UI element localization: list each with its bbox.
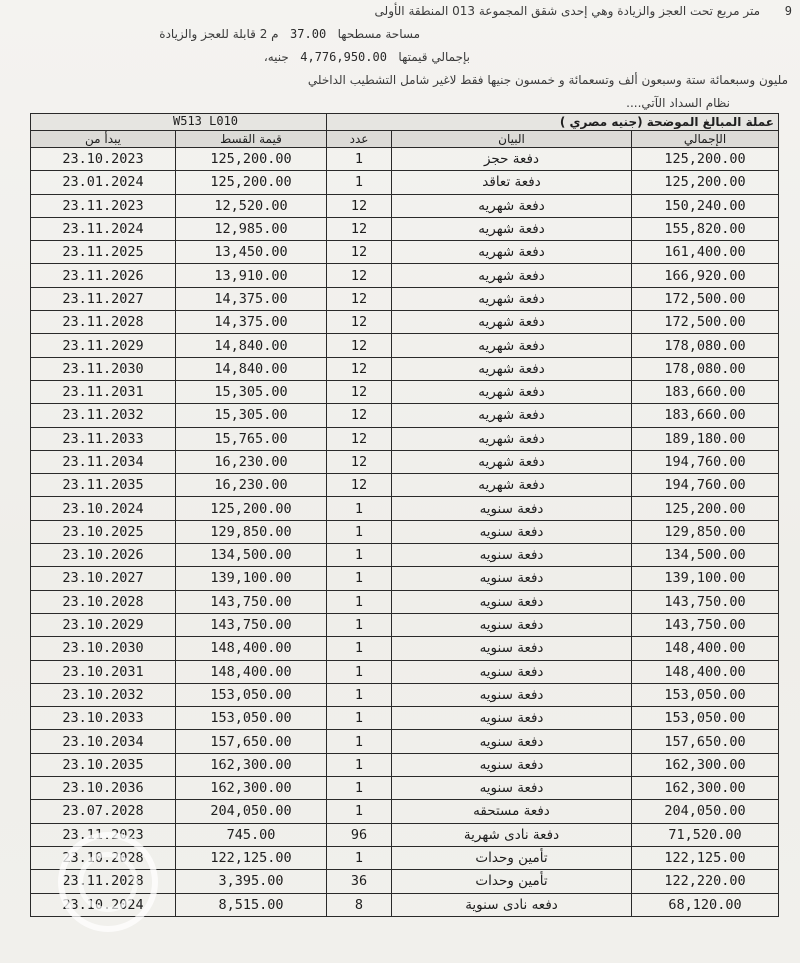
table-row [31,148,779,171]
installment-cell: 16,230.00 [176,474,327,497]
total-cell: 157,650.00 [632,730,779,753]
count-cell: 1 [327,777,392,800]
description-cell: دفعة سنويه [392,520,632,543]
count-cell: 1 [327,520,392,543]
table-row [31,171,779,194]
total-cell: 194,760.00 [632,450,779,473]
total-cell: 129,850.00 [632,520,779,543]
table-row [31,287,779,310]
start-date-cell: 23.10.2024 [31,893,176,916]
total-cell: 122,220.00 [632,870,779,893]
installment-cell: 16,230.00 [176,450,327,473]
start-date-cell: 23.11.2032 [31,404,176,427]
description-cell: تأمين وحدات [392,870,632,893]
price-label: بإجمالي قيمتها [398,50,470,64]
installment-cell: 143,750.00 [176,590,327,613]
header-description: البيان [392,131,632,148]
price-value: 4,776,950.00 [300,50,387,64]
total-cell: 139,100.00 [632,567,779,590]
table-row [31,194,779,217]
start-date-cell: 23.07.2028 [31,800,176,823]
start-date-cell: 23.11.2034 [31,450,176,473]
start-date-cell: 23.11.2024 [31,217,176,240]
description-cell: دفعة سنويه [392,660,632,683]
count-cell: 1 [327,171,392,194]
count-cell: 1 [327,148,392,171]
description-cell: دفعة شهريه [392,311,632,334]
count-cell: 1 [327,637,392,660]
description-cell: دفعة شهريه [392,380,632,403]
count-cell: 1 [327,707,392,730]
table-row [31,404,779,427]
description-cell: دفعة شهريه [392,427,632,450]
count-cell: 36 [327,870,392,893]
start-date-cell: 23.10.2027 [31,567,176,590]
start-date-cell: 23.10.2030 [31,637,176,660]
currency-note: عملة المبالغ الموضحة (جنيه مصري ) [327,114,779,131]
area-value: 37.00 [290,27,327,41]
installment-cell: 3,395.00 [176,870,327,893]
count-cell: 12 [327,217,392,240]
start-date-cell: 23.10.2033 [31,707,176,730]
installment-cell: 15,305.00 [176,404,327,427]
count-cell: 12 [327,450,392,473]
table-row [31,520,779,543]
table-row [31,380,779,403]
intro-paragraph [0,0,800,112]
start-date-cell: 23.11.2033 [31,427,176,450]
description-cell: دفعة سنويه [392,590,632,613]
count-cell: 1 [327,567,392,590]
start-date-cell: 23.10.2028 [31,846,176,869]
description-cell: دفعة سنويه [392,497,632,520]
count-cell: 12 [327,287,392,310]
count-cell: 1 [327,590,392,613]
count-cell: 1 [327,730,392,753]
description-cell: دفعة سنويه [392,613,632,636]
table-row [31,730,779,753]
start-date-cell: 23.10.2024 [31,497,176,520]
description-cell: دفعة مستحقه [392,800,632,823]
table-row [31,264,779,287]
table-row [31,707,779,730]
description-cell: دفعة حجز [392,148,632,171]
total-cell: 143,750.00 [632,590,779,613]
count-cell: 1 [327,800,392,823]
table-row [31,590,779,613]
installment-cell: 15,765.00 [176,427,327,450]
table-row [31,357,779,380]
installment-cell: 122,125.00 [176,846,327,869]
count-cell: 8 [327,893,392,916]
table-header-row [31,131,779,148]
total-cell: 178,080.00 [632,357,779,380]
start-date-cell: 23.11.2025 [31,241,176,264]
corner-number: 9 [784,4,792,18]
total-cell: 204,050.00 [632,800,779,823]
count-cell: 1 [327,544,392,567]
description-cell: دفعة شهريه [392,404,632,427]
total-cell: 143,750.00 [632,613,779,636]
description-cell: دفعة شهريه [392,241,632,264]
unit-codes-cell [31,114,327,131]
table-row [31,777,779,800]
table-row [31,427,779,450]
total-cell: 125,200.00 [632,148,779,171]
count-cell: 12 [327,380,392,403]
installment-cell: 14,840.00 [176,334,327,357]
installment-cell: 15,305.00 [176,380,327,403]
start-date-cell: 23.11.2029 [31,334,176,357]
table-row [31,217,779,240]
area-label: مساحة مسطحها [337,27,420,41]
start-date-cell: 23.11.2028 [31,870,176,893]
installment-cell: 143,750.00 [176,613,327,636]
installment-cell: 153,050.00 [176,683,327,706]
total-cell: 161,400.00 [632,241,779,264]
header-count: عدد [327,131,392,148]
count-cell: 1 [327,846,392,869]
description-cell: دفعة سنويه [392,730,632,753]
total-cell: 71,520.00 [632,823,779,846]
count-cell: 1 [327,753,392,776]
total-cell: 153,050.00 [632,707,779,730]
description-cell: دفعة شهريه [392,287,632,310]
total-cell: 178,080.00 [632,334,779,357]
header-total: الإجمالي [632,131,779,148]
start-date-cell: 23.01.2024 [31,171,176,194]
table-row [31,613,779,636]
description-cell: دفعة سنويه [392,777,632,800]
count-cell: 12 [327,264,392,287]
installment-cell: 162,300.00 [176,753,327,776]
intro-line-1: متر مربع تحت العجز والزيادة وهي إحدى شقق المجموعة 013 المنطقة الأولى [374,4,760,18]
total-cell: 125,200.00 [632,497,779,520]
table-row [31,334,779,357]
area-tail: م 2 قابلة للعجز والزيادة [159,27,279,41]
installment-cell: 134,500.00 [176,544,327,567]
description-cell: دفعه نادى سنوية [392,893,632,916]
total-cell: 122,125.00 [632,846,779,869]
start-date-cell: 23.10.2029 [31,613,176,636]
start-date-cell: 23.11.2035 [31,474,176,497]
description-cell: دفعة شهريه [392,474,632,497]
total-cell: 134,500.00 [632,544,779,567]
installment-cell: 125,200.00 [176,148,327,171]
intro-line-4: مليون وسبعمائة ستة وسبعون ألف وتسعمائة و خمسون جنيها فقط لاغير شامل التشطيب الداخلي [307,73,788,87]
count-cell: 12 [327,334,392,357]
installment-cell: 129,850.00 [176,520,327,543]
table-row [31,474,779,497]
start-date-cell: 23.10.2026 [31,544,176,567]
total-cell: 189,180.00 [632,427,779,450]
total-cell: 162,300.00 [632,753,779,776]
unit-codes: W513 L010 [173,114,239,128]
description-cell: دفعة شهريه [392,194,632,217]
description-cell: دفعة شهريه [392,450,632,473]
installment-cell: 14,375.00 [176,311,327,334]
total-cell: 153,050.00 [632,683,779,706]
installment-cell: 125,200.00 [176,497,327,520]
total-cell: 194,760.00 [632,474,779,497]
count-cell: 12 [327,311,392,334]
table-row [31,660,779,683]
start-date-cell: 23.10.2034 [31,730,176,753]
total-cell: 150,240.00 [632,194,779,217]
start-date-cell: 23.10.2035 [31,753,176,776]
total-cell: 155,820.00 [632,217,779,240]
intro-line-2 [159,27,420,41]
intro-line-3 [264,50,470,64]
installment-cell: 745.00 [176,823,327,846]
table-row [31,683,779,706]
description-cell: دفعة شهريه [392,217,632,240]
description-cell: دفعة سنويه [392,567,632,590]
header-installment: قيمة القسط [176,131,327,148]
table-row [31,753,779,776]
count-cell: 12 [327,241,392,264]
total-cell: 68,120.00 [632,893,779,916]
count-cell: 96 [327,823,392,846]
description-cell: دفعة شهريه [392,264,632,287]
total-cell: 183,660.00 [632,404,779,427]
installment-cell: 157,650.00 [176,730,327,753]
description-cell: دفعة شهريه [392,357,632,380]
installment-cell: 139,100.00 [176,567,327,590]
count-cell: 1 [327,683,392,706]
header-start-date: يبدأ من [31,131,176,148]
total-cell: 125,200.00 [632,171,779,194]
payment-schedule-table [30,113,779,917]
total-cell: 172,500.00 [632,287,779,310]
count-cell: 1 [327,660,392,683]
start-date-cell: 23.11.2031 [31,380,176,403]
start-date-cell: 23.10.2028 [31,590,176,613]
start-date-cell: 23.11.2030 [31,357,176,380]
start-date-cell: 23.11.2023 [31,194,176,217]
installment-cell: 12,520.00 [176,194,327,217]
installment-cell: 13,450.00 [176,241,327,264]
description-cell: دفعة سنويه [392,637,632,660]
description-cell: دفعة تعاقد [392,171,632,194]
installment-cell: 162,300.00 [176,777,327,800]
intro-line-5: نظام السداد الآتي.... [626,96,730,110]
start-date-cell: 23.11.2027 [31,287,176,310]
count-cell: 12 [327,474,392,497]
installment-cell: 125,200.00 [176,171,327,194]
start-date-cell: 23.10.2036 [31,777,176,800]
table-row [31,800,779,823]
table-row [31,497,779,520]
total-cell: 162,300.00 [632,777,779,800]
total-cell: 148,400.00 [632,660,779,683]
price-tail: جنيه، [263,50,289,64]
watermark-stamp-inner [78,852,138,912]
description-cell: دفعة سنويه [392,544,632,567]
table-row [31,823,779,846]
table-row [31,544,779,567]
installment-cell: 148,400.00 [176,660,327,683]
description-cell: دفعة سنويه [392,707,632,730]
total-cell: 166,920.00 [632,264,779,287]
count-cell: 12 [327,357,392,380]
description-cell: تأمين وحدات [392,846,632,869]
table-row [31,567,779,590]
total-cell: 172,500.00 [632,311,779,334]
installment-cell: 14,840.00 [176,357,327,380]
table-row [31,311,779,334]
installment-cell: 204,050.00 [176,800,327,823]
count-cell: 12 [327,404,392,427]
start-date-cell: 23.10.2023 [31,148,176,171]
start-date-cell: 23.10.2032 [31,683,176,706]
description-cell: دفعة سنويه [392,683,632,706]
installment-cell: 12,985.00 [176,217,327,240]
table-row [31,241,779,264]
start-date-cell: 23.10.2025 [31,520,176,543]
start-date-cell: 23.10.2031 [31,660,176,683]
start-date-cell: 23.11.2028 [31,311,176,334]
count-cell: 1 [327,497,392,520]
description-cell: دفعة شهريه [392,334,632,357]
description-cell: دفعة نادى شهرية [392,823,632,846]
total-cell: 183,660.00 [632,380,779,403]
start-date-cell: 23.11.2026 [31,264,176,287]
installment-cell: 14,375.00 [176,287,327,310]
count-cell: 1 [327,613,392,636]
start-date-cell: 23.11.2023 [31,823,176,846]
installment-cell: 153,050.00 [176,707,327,730]
description-cell: دفعة سنويه [392,753,632,776]
installment-cell: 148,400.00 [176,637,327,660]
table-row [31,637,779,660]
table-title-row [31,114,779,131]
table-row [31,450,779,473]
count-cell: 12 [327,427,392,450]
total-cell: 148,400.00 [632,637,779,660]
installment-cell: 8,515.00 [176,893,327,916]
count-cell: 12 [327,194,392,217]
installment-cell: 13,910.00 [176,264,327,287]
